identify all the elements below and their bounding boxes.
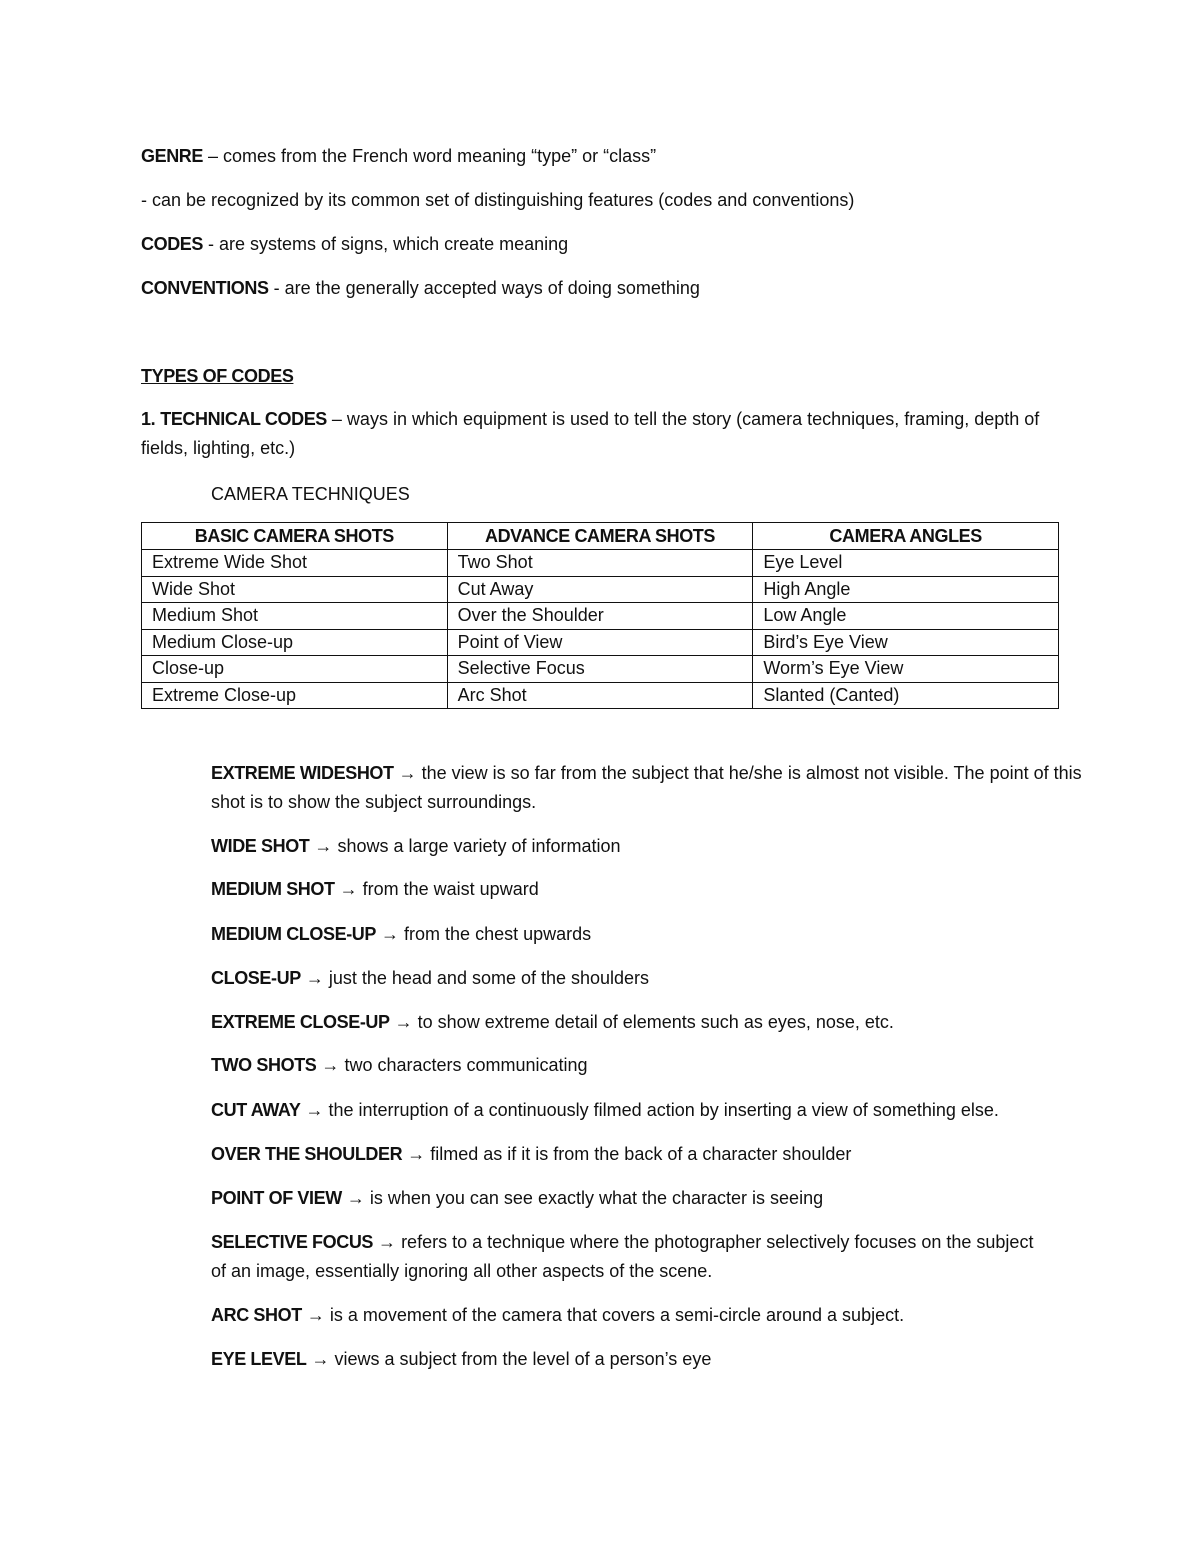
table-cell: Extreme Wide Shot	[142, 550, 448, 577]
table-cell: Close-up	[142, 656, 448, 683]
definition-item	[211, 1228, 1051, 1286]
table-cell: Eye Level	[753, 550, 1059, 577]
table-cell: Worm’s Eye View	[753, 656, 1059, 683]
table-row	[142, 603, 1059, 630]
table-cell: Bird’s Eye View	[753, 629, 1059, 656]
definition-item	[211, 1345, 1111, 1374]
definition-item	[211, 832, 1111, 861]
arrow-right-icon: →	[339, 879, 358, 899]
definition-text: filmed as if it is from the back of a character shoulder	[430, 1144, 852, 1164]
definition-item	[211, 759, 1111, 817]
definition-text: is a movement of the camera that covers a semi-circle around a subject.	[329, 1305, 905, 1325]
arrow-right-icon: →	[311, 1349, 330, 1369]
genre-note: - can be recognized by its common set of distinguishing features (codes and conventions)	[141, 190, 855, 210]
table-row	[142, 576, 1059, 603]
definition-term: TWO SHOTS	[211, 1055, 317, 1075]
definition-item	[211, 920, 1111, 949]
table-cell: Point of View	[447, 629, 753, 656]
definition-term: MEDIUM SHOT	[211, 879, 335, 899]
definition-item	[211, 875, 1111, 904]
definition-term: MEDIUM CLOSE-UP	[211, 924, 377, 944]
arrow-right-icon: →	[378, 1232, 397, 1252]
definition-term: WIDE SHOT	[211, 836, 310, 856]
definition-item	[211, 1184, 1111, 1213]
definition-text: just the head and some of the shoulders	[328, 968, 650, 988]
header-camera-angles: CAMERA ANGLES	[753, 523, 1059, 550]
codes-definition	[141, 233, 568, 255]
definition-term: ARC SHOT	[211, 1305, 302, 1325]
table-cell: Extreme Close-up	[142, 682, 448, 709]
definition-item	[211, 1096, 1171, 1125]
arrow-right-icon: →	[305, 968, 324, 988]
arrow-right-icon: →	[314, 836, 333, 856]
definition-text: the interruption of a continuously filmed action by inserting a view of something else.	[328, 1100, 999, 1120]
arrow-right-icon: →	[381, 924, 400, 944]
definition-term: SELECTIVE FOCUS	[211, 1232, 374, 1252]
genre-definition	[141, 145, 656, 167]
definition-item	[211, 1301, 1111, 1330]
codes-term: CODES	[141, 234, 204, 254]
table-cell: Over the Shoulder	[447, 603, 753, 630]
definition-text: to show extreme detail of elements such as eyes, nose, etc.	[417, 1012, 894, 1032]
technical-number: 1.	[141, 409, 156, 429]
table-cell: Wide Shot	[142, 576, 448, 603]
header-basic-camera-shots: BASIC CAMERA SHOTS	[142, 523, 448, 550]
definition-term: EYE LEVEL	[211, 1349, 307, 1369]
definition-text: from the chest upwards	[404, 924, 592, 944]
table-cell: Cut Away	[447, 576, 753, 603]
table-cell: Selective Focus	[447, 656, 753, 683]
table-cell: Two Shot	[447, 550, 753, 577]
arrow-right-icon: →	[306, 1305, 325, 1325]
conventions-definition	[141, 277, 700, 299]
conventions-term: CONVENTIONS	[141, 278, 269, 298]
arrow-right-icon: →	[394, 1012, 413, 1032]
technical-text: – ways in which equipment is used to tell the story (camera techniques, framing, depth of fields, lighting, etc.)	[141, 409, 1040, 458]
definition-term: OVER THE SHOULDER	[211, 1144, 403, 1164]
table-cell: Medium Close-up	[142, 629, 448, 656]
arrow-right-icon: →	[407, 1144, 426, 1164]
definition-text: from the waist upward	[362, 879, 539, 899]
definition-text: shows a large variety of information	[337, 836, 621, 856]
definition-term: EXTREME WIDESHOT	[211, 763, 394, 783]
genre-text: – comes from the French word meaning “type” or “class”	[203, 146, 657, 166]
table-cell: High Angle	[753, 576, 1059, 603]
definition-term: EXTREME CLOSE-UP	[211, 1012, 390, 1032]
technical-term: TECHNICAL CODES	[160, 409, 327, 429]
camera-techniques-table	[141, 522, 1059, 709]
arrow-right-icon: →	[398, 763, 417, 783]
definition-text: refers to a technique where the photographer selectively focuses on the subject of an image, essentially ignoring all other aspects of the scene.	[211, 1232, 1034, 1281]
definition-term: CLOSE-UP	[211, 968, 301, 988]
definition-item	[211, 1051, 1111, 1080]
arrow-right-icon: →	[346, 1188, 365, 1208]
camera-techniques-label: CAMERA TECHNIQUES	[211, 484, 410, 504]
types-of-codes-heading: TYPES OF CODES	[141, 366, 294, 386]
definition-item	[211, 1140, 1111, 1169]
table-row	[142, 682, 1059, 709]
table-header-row	[142, 523, 1059, 550]
technical-codes-definition	[141, 405, 1061, 463]
definition-text: is when you can see exactly what the character is seeing	[369, 1188, 824, 1208]
definition-text: the view is so far from the subject that he/she is almost not visible. The point of this shot is to show the subject surroundings.	[211, 763, 1082, 812]
codes-text: - are systems of signs, which create meaning	[203, 234, 569, 254]
definition-text: two characters communicating	[344, 1055, 588, 1075]
definition-item	[211, 1008, 1111, 1037]
table-row	[142, 656, 1059, 683]
definition-text: views a subject from the level of a person’s eye	[334, 1349, 712, 1369]
table-cell: Arc Shot	[447, 682, 753, 709]
arrow-right-icon: →	[305, 1100, 324, 1120]
definition-term: POINT OF VIEW	[211, 1188, 342, 1208]
table-cell: Slanted (Canted)	[753, 682, 1059, 709]
table-cell: Medium Shot	[142, 603, 448, 630]
definition-term: CUT AWAY	[211, 1100, 301, 1120]
table-row	[142, 629, 1059, 656]
arrow-right-icon: →	[321, 1055, 340, 1075]
table-row	[142, 550, 1059, 577]
genre-term: GENRE	[141, 146, 204, 166]
header-advance-camera-shots: ADVANCE CAMERA SHOTS	[447, 523, 753, 550]
definition-item	[211, 964, 1111, 993]
conventions-text: - are the generally accepted ways of doing something	[268, 278, 700, 298]
table-cell: Low Angle	[753, 603, 1059, 630]
